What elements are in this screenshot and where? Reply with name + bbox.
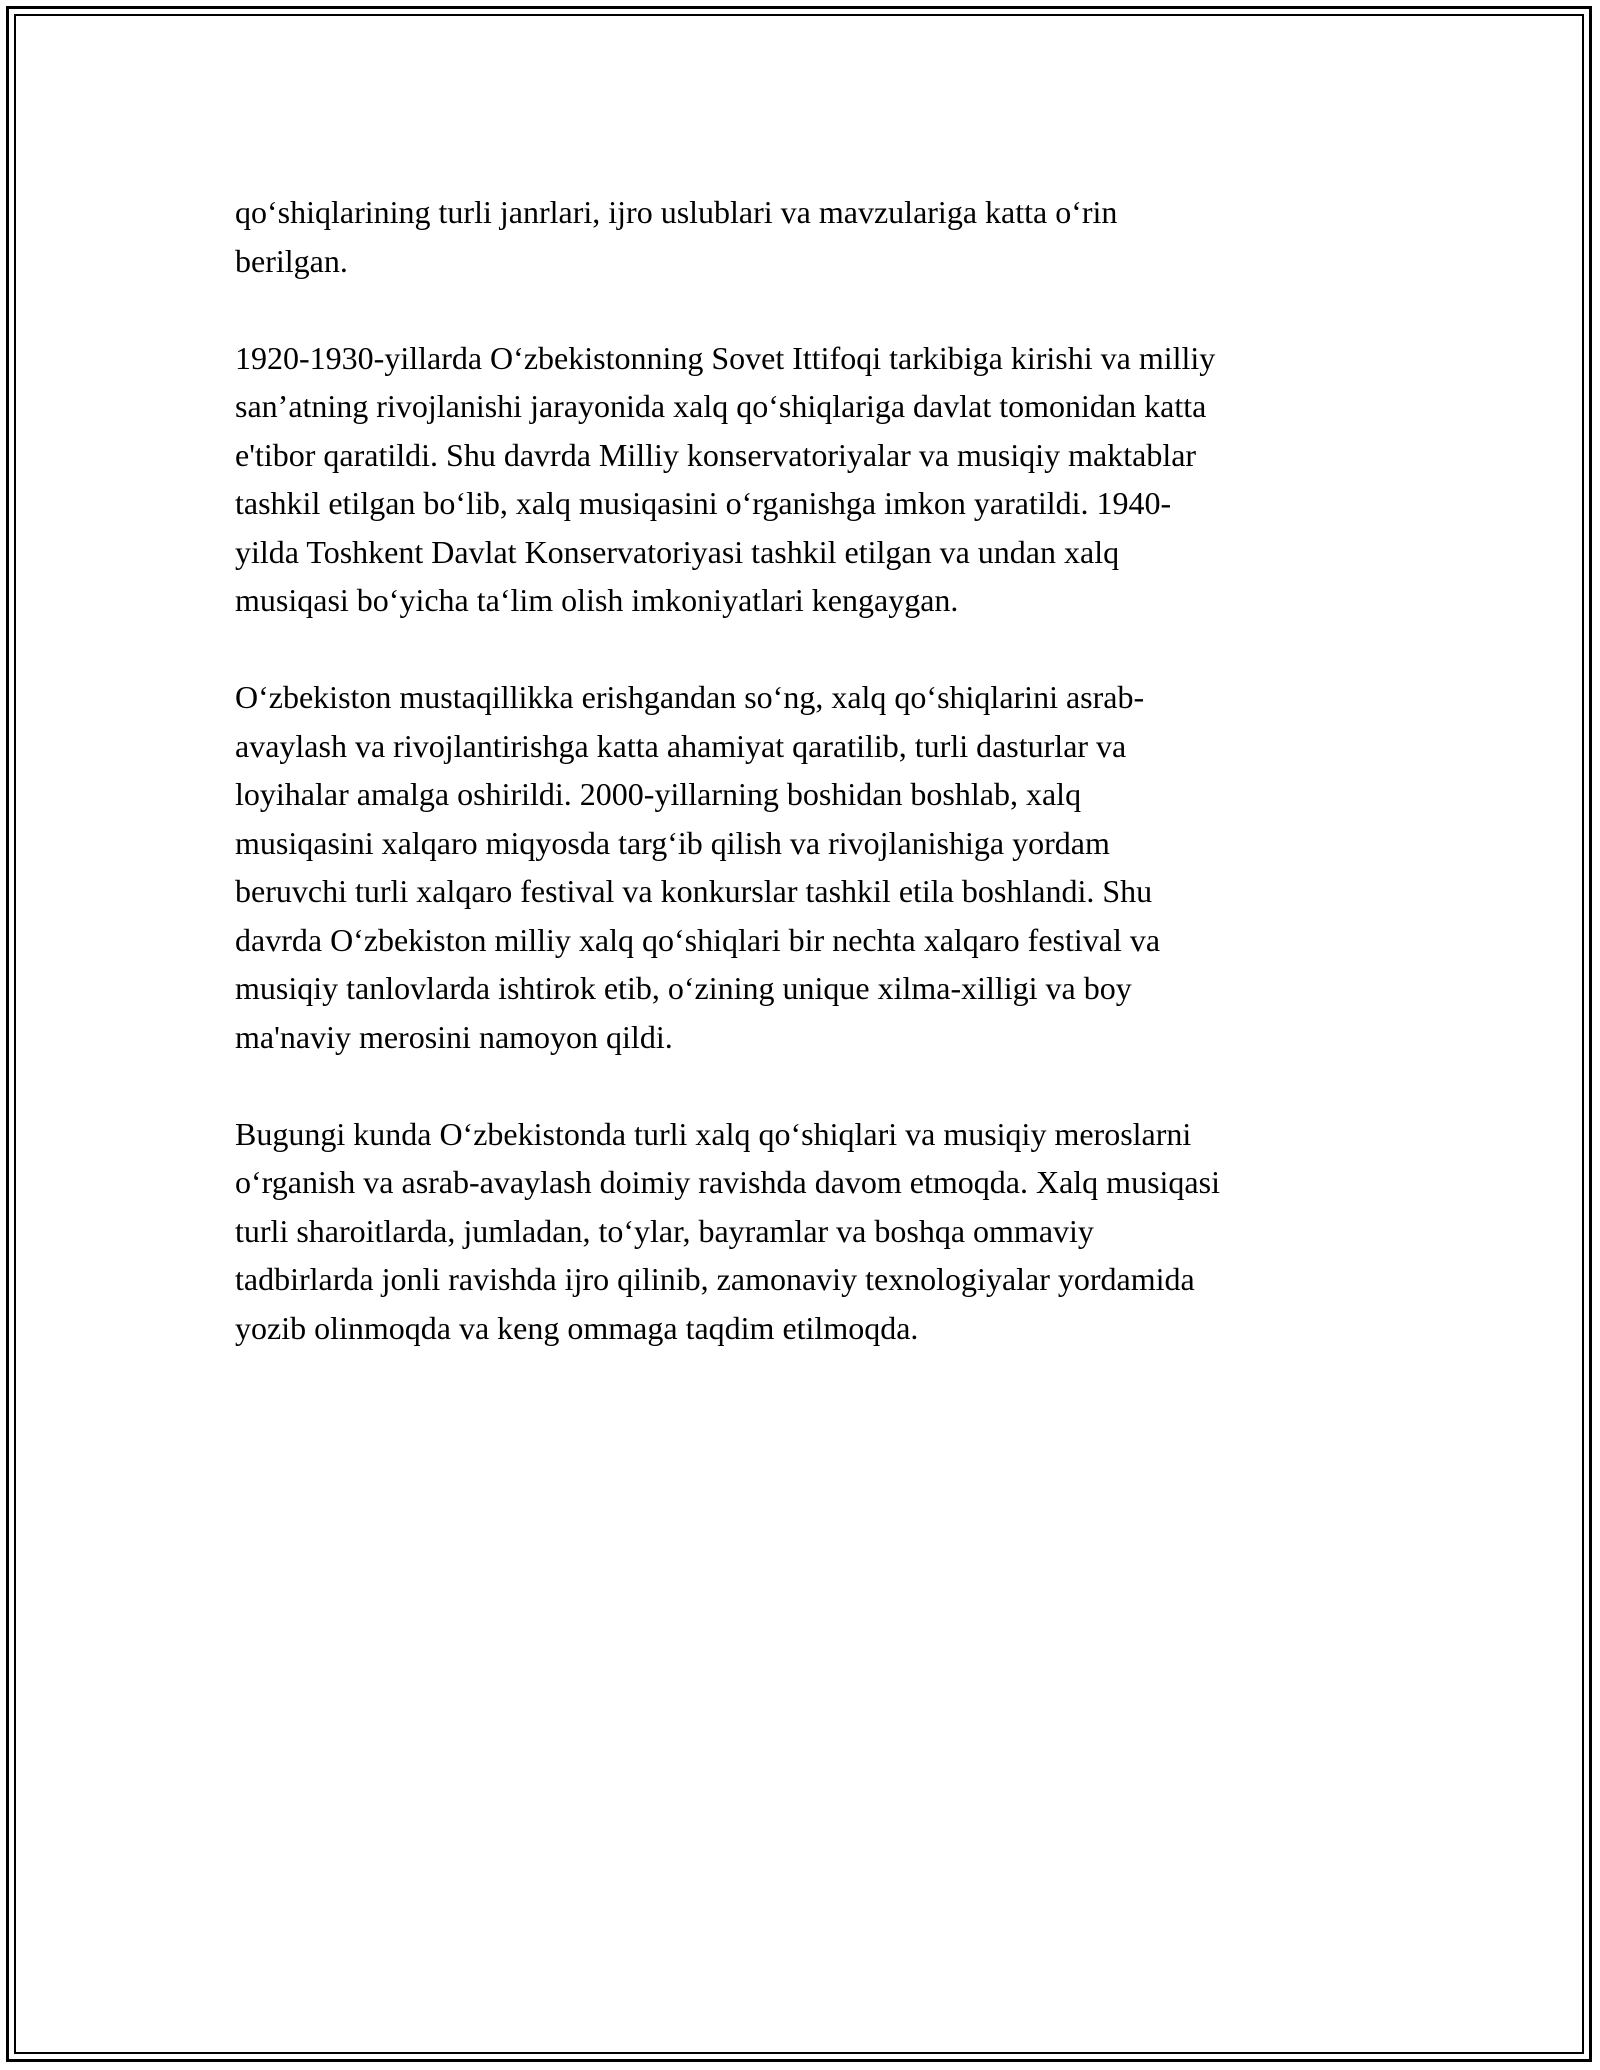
text-line: ma'naviy merosini namoyon qildi. [235, 1018, 673, 1055]
text-line: tashkil etilgan bo‘lib, xalq musiqasini o‘rganishga imkon yaratildi. 1940- [235, 485, 1172, 521]
text-line: o‘rganish va asrab-avaylash doimiy ravishda davom etmoqda. Xalq musiqasi [235, 1164, 1220, 1200]
document-body [235, 188, 1365, 1401]
paragraph-4 [235, 1110, 1365, 1353]
paragraph-3 [235, 673, 1365, 1061]
text-line: yilda Toshkent Davlat Konservatoriyasi tashkil etilgan va undan xalq [235, 533, 1120, 570]
text-line: O‘zbekiston mustaqillikka erishgandan so‘ng, xalq qo‘shiqlarini asrab- [235, 679, 1145, 715]
text-line: qo‘shiqlarining turli janrlari, ijro uslublari va mavzulariga katta o‘rin [235, 194, 1118, 230]
text-line: davrda O‘zbekiston milliy xalq qo‘shiqlari bir nechta xalqaro festival va [235, 921, 1161, 958]
text-line: avaylash va rivojlantirishga katta ahamiyat qaratilib, turli dasturlar va [235, 727, 1127, 764]
text-line: musiqiy tanlovlarda ishtirok etib, o‘zining unique xilma-xilligi va boy [235, 970, 1132, 1006]
text-line: e'tibor qaratildi. Shu davrda Milliy konservatoriyalar va musiqiy maktablar [235, 436, 1197, 473]
text-line: berilgan. [235, 242, 348, 279]
text-line: Bugungi kunda O‘zbekistonda turli xalq qo‘shiqlari va musiqiy meroslarni [235, 1115, 1192, 1152]
text-line: musiqasini xalqaro miqyosda targ‘ib qilish va rivojlanishiga yordam [235, 824, 1110, 861]
text-line: musiqasi bo‘yicha ta‘lim olish imkoniyatlari kengaygan. [235, 582, 959, 618]
paragraph-2 [235, 334, 1365, 625]
text-line: loyihalar amalga oshirildi. 2000-yillarning boshidan boshlab, xalq [235, 776, 1082, 812]
text-line: 1920-1930-yillarda O‘zbekistonning Sovet Ittifoqi tarkibiga kirishi va milliy [235, 339, 1216, 376]
text-line: tadbirlarda jonli ravishda ijro qilinib, zamonaviy texnologiyalar yordamida [235, 1261, 1195, 1297]
text-line: turli sharoitlarda, jumladan, to‘ylar, bayramlar va boshqa ommaviy [235, 1212, 1094, 1249]
text-line: yozib olinmoqda va keng ommaga taqdim etilmoqda. [235, 1309, 919, 1346]
paragraph-1 [235, 188, 1365, 285]
text-line: san’atning rivojlanishi jarayonida xalq qo‘shiqlariga davlat tomonidan katta [235, 388, 1207, 424]
text-line: beruvchi turli xalqaro festival va konkurslar tashkil etila boshlandi. Shu [235, 873, 1153, 909]
